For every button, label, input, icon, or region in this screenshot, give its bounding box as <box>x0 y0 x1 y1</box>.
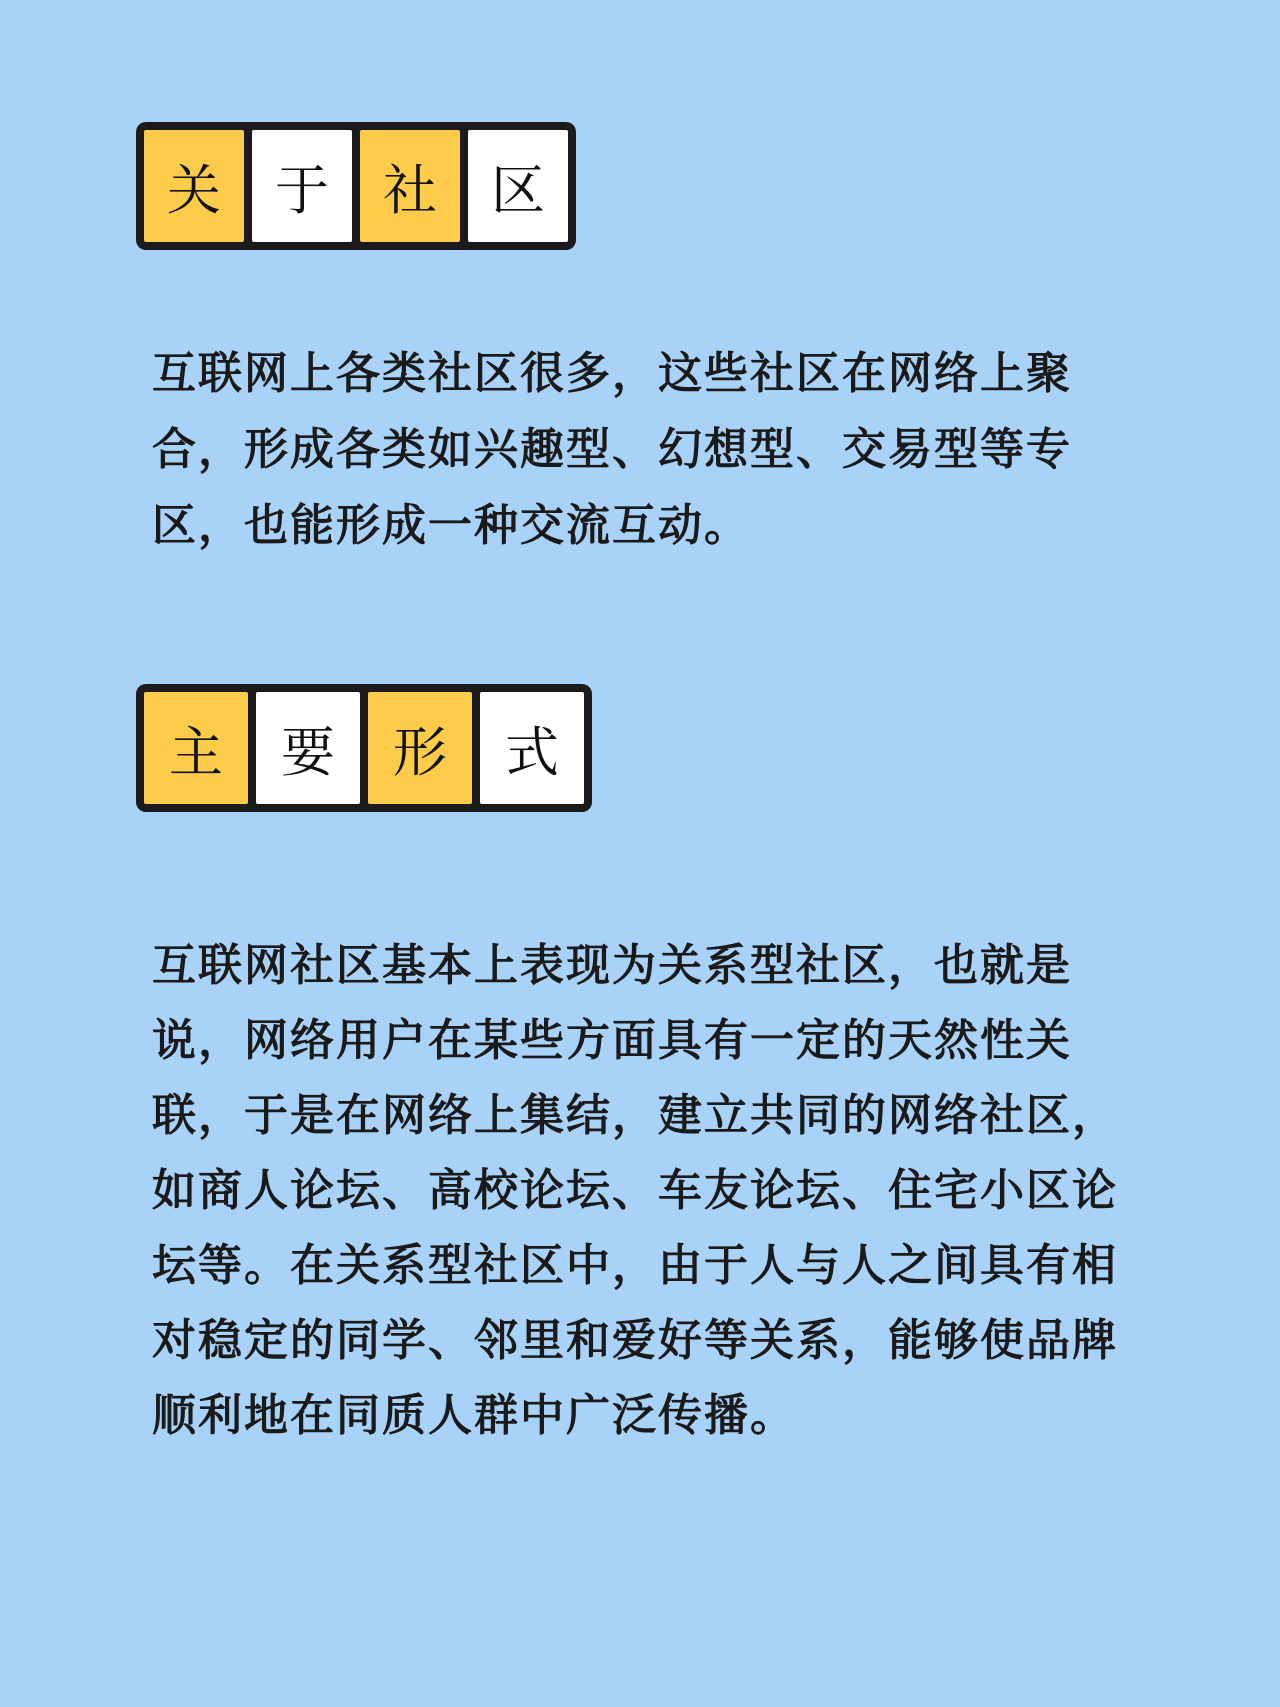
title-char-tile: 于 <box>252 130 352 242</box>
section-about-title <box>136 122 576 250</box>
title-char-tile: 社 <box>360 130 460 242</box>
section-about-body: 互联网上各类社区很多，这些社区在网络上聚合，形成各类如兴趣型、幻想型、交易型等专区，也能形成一种交流互动。 <box>152 348 1072 551</box>
title-char-tile: 要 <box>256 692 360 804</box>
title-char-tile: 关 <box>144 130 244 242</box>
section-forms-body: 互联网社区基本上表现为关系型社区，也就是说，网络用户在某些方面具有一定的天然性关联，于是在网络上集结，建立共同的网络社区，如商人论坛、高校论坛、车友论坛、住宅小区论坛等。在关系型社区中，由于人与人之间具有相对稳定的同学、邻里和爱好等关系，能够使品牌顺利地在同质人群中广泛传播。 <box>152 940 1118 1441</box>
title-char-tile: 式 <box>480 692 584 804</box>
title-char-tile: 形 <box>368 692 472 804</box>
title-char-tile: 区 <box>468 130 568 242</box>
title-char-tile: 主 <box>144 692 248 804</box>
section-forms-title <box>136 684 592 812</box>
